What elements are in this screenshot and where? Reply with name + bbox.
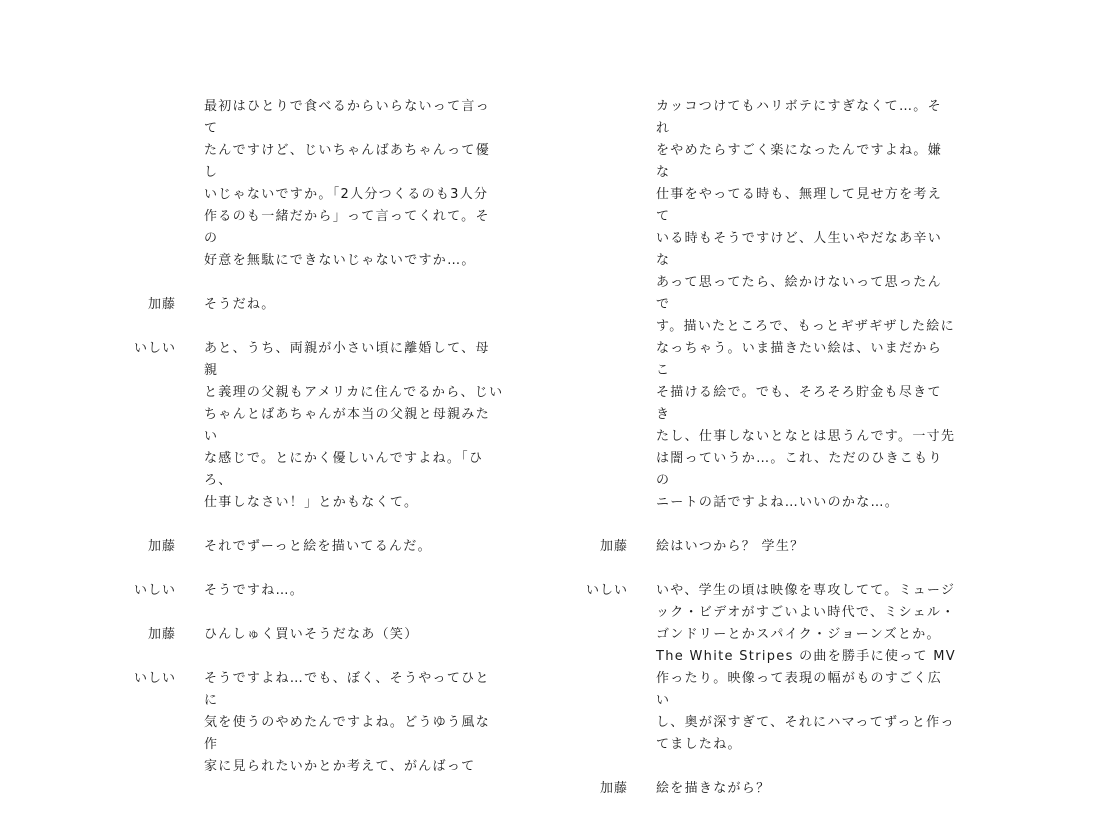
left-page xyxy=(100,96,510,800)
dialogue-entry xyxy=(100,294,510,316)
speech-text: あと、うち、両親が小さい頃に離婚して、母親 と義理の父親もアメリカに住んでるから、じい ちゃんとばあちゃんが本当の父親と母親みたい な感じで。とにかく優しいんですよね。「ひろ、 仕事しなさい！」とかもなくて。 xyxy=(204,341,504,510)
speaker-name: 加藤 xyxy=(147,297,176,312)
right-page xyxy=(552,96,962,822)
dialogue-entry xyxy=(552,536,962,558)
speech-text: 絵を描きながら？ xyxy=(656,781,771,796)
dialogue-entry xyxy=(100,338,510,514)
speaker-name: いしい xyxy=(133,583,176,598)
speech-text: カッコつけてもハリボテにすぎなくて…。それ をやめたらすごく楽になったんですよね。嫌な 仕事をやってる時も、無理して見せ方を考えて いる時もそうですけど、人生いやだなあ辛いな あって思ってたら、絵かけないって思ったんで す。描いたところで、もっとギザギザした絵に なっちゃう。いま描きたい絵は、いまだからこ そ描ける絵で。でも、そろそろ貯金も尽きてき たし、仕事しないとなとは思うんです。一寸先 は闇っていうか…。これ、ただのひきこもりの ニートの話ですよね…いいのかな…。 xyxy=(656,99,956,510)
speech-text: ひんしゅく買いそうだなあ（笑） xyxy=(204,627,419,642)
dialogue-entry xyxy=(100,668,510,778)
speaker-name: 加藤 xyxy=(147,539,176,554)
dialogue-entry xyxy=(100,96,510,272)
speech-text: 最初はひとりで食べるからいらないって言って たんですけど、じいちゃんばあちゃんって優し いじゃないですか。「2人分つくるのも3人分 作るのも一緒だから」って言ってくれて。その 好意を無駄にできないじゃないですか…。 xyxy=(204,99,491,268)
speaker-name: いしい xyxy=(133,671,176,686)
dialogue-entry xyxy=(100,580,510,602)
speaker-name: いしい xyxy=(585,583,628,598)
speech-text: そうですね…。 xyxy=(204,583,305,598)
speech-text: 絵はいつから？ 学生？ xyxy=(656,539,805,554)
speech-text: それでずーっと絵を描いてるんだ。 xyxy=(204,539,432,554)
speaker-name: 加藤 xyxy=(147,627,176,642)
dialogue-entry xyxy=(100,536,510,558)
speech-text: そうですよね…でも、ぼく、そうやってひとに 気を使うのやめたんですよね。どうゆう風な作 家に見られたいかとか考えて、がんばって xyxy=(204,671,491,774)
speaker-name: 加藤 xyxy=(599,539,628,554)
dialogue-entry xyxy=(552,580,962,756)
speech-text: そうだね。 xyxy=(204,297,276,312)
dialogue-entry xyxy=(552,778,962,800)
speech-text: いや、学生の頃は映像を専攻してて。ミュージ ック・ビデオがすごいよい時代で、ミシェル・ ゴンドリーとかスパイク・ジョーンズとか。 The White Stripes の曲を勝手に使って MV 作ったり。映像って表現の幅がものすごく広い し、奥が深すぎて、それにハマってずっと作っ てましたね。 xyxy=(656,583,956,752)
speaker-name: いしい xyxy=(133,341,176,356)
dialogue-entry xyxy=(100,624,510,646)
dialogue-entry xyxy=(552,96,962,514)
speaker-name: 加藤 xyxy=(599,781,628,796)
